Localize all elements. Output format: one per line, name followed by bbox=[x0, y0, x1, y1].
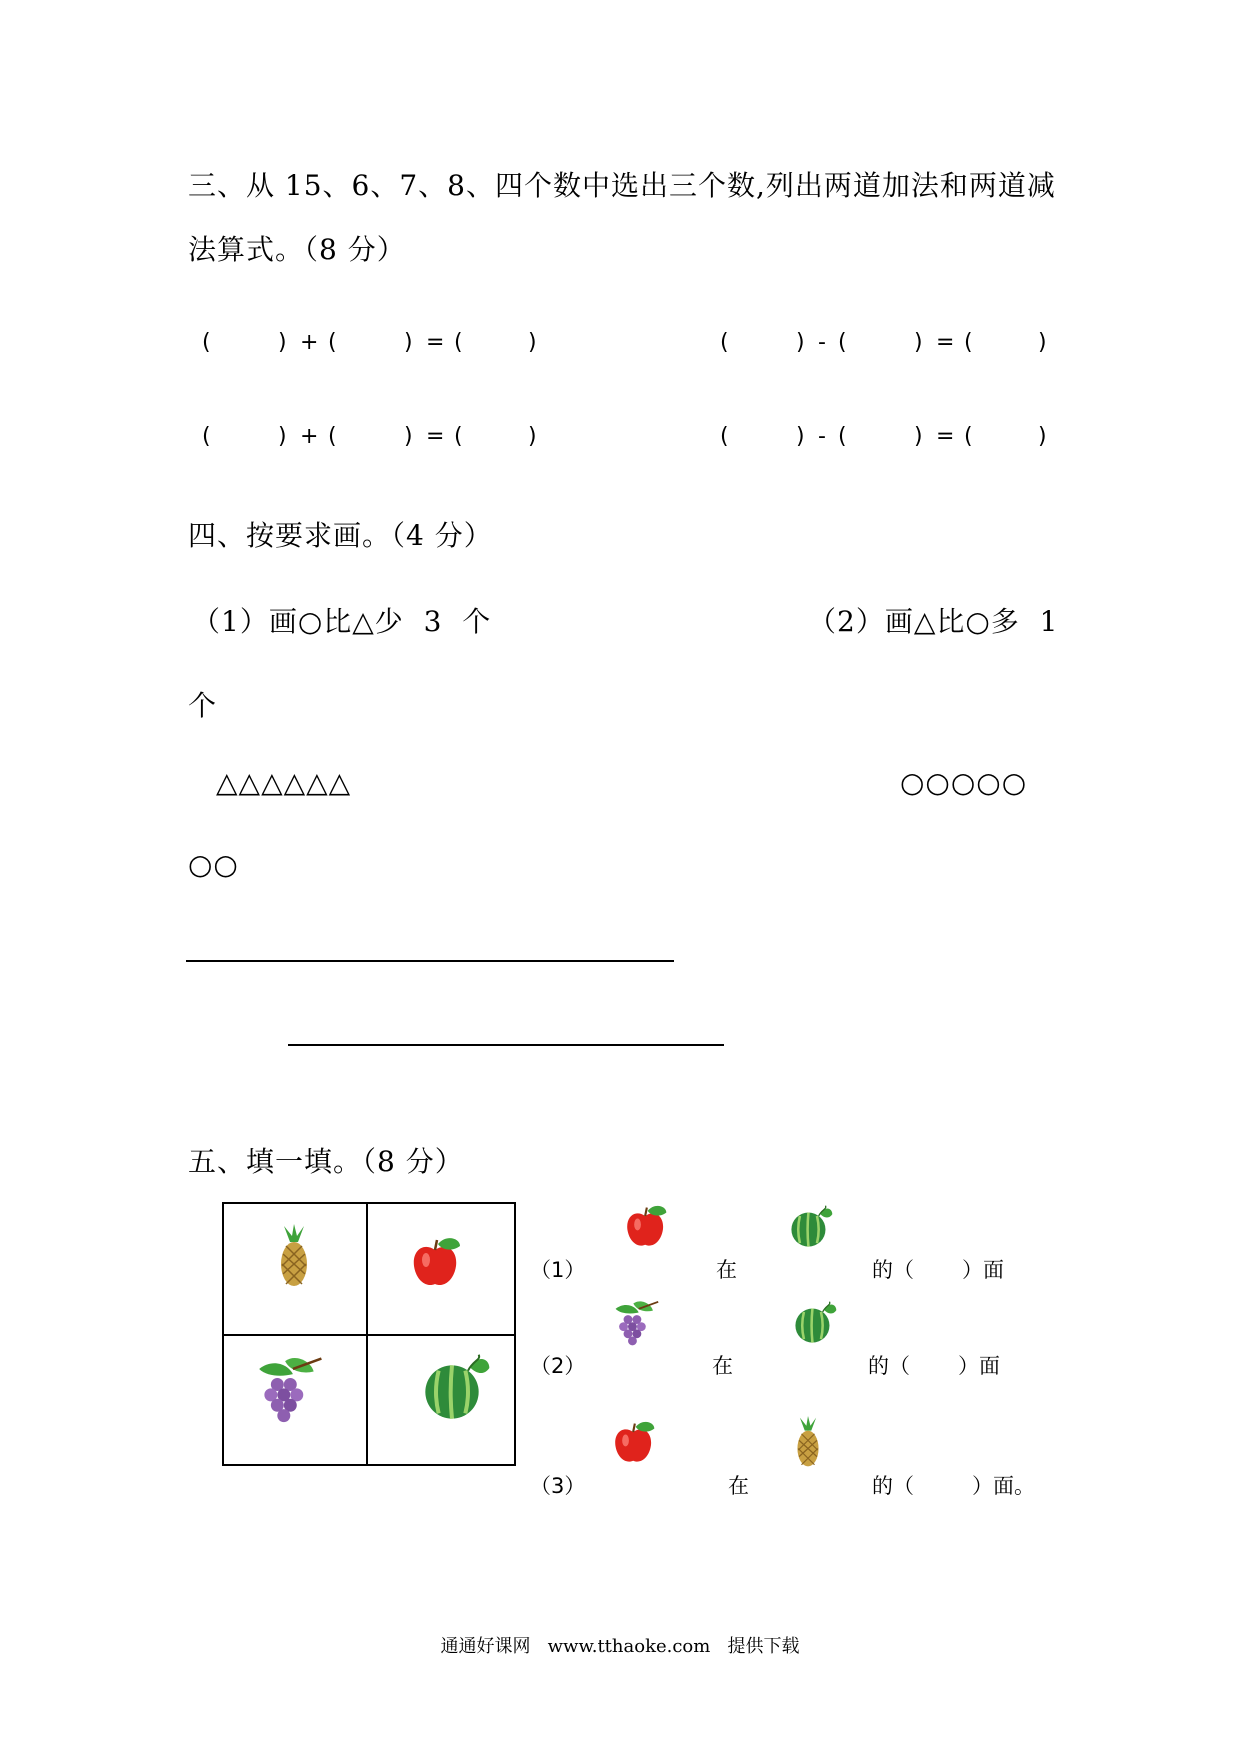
equals-sign: = bbox=[936, 330, 955, 355]
equals-sign: = bbox=[936, 424, 955, 449]
paren-open: ( bbox=[720, 424, 729, 449]
circles-row-2: ○○ bbox=[188, 848, 239, 881]
paren-open: ( bbox=[838, 424, 847, 449]
question-1-de: 的（ bbox=[872, 1258, 914, 1282]
section5-heading: 五、填一填。（8 分） bbox=[188, 1145, 464, 1178]
paren-open: ( bbox=[964, 330, 973, 355]
answer-line-1[interactable] bbox=[186, 960, 674, 962]
plus-sign: + bbox=[300, 424, 319, 449]
paren-open: ( bbox=[454, 330, 463, 355]
watermelon-icon bbox=[788, 1204, 834, 1250]
question-2-zai: 在 bbox=[712, 1354, 733, 1378]
question-3-close: ）面。 bbox=[972, 1474, 1035, 1498]
paren-open: ( bbox=[202, 424, 211, 449]
pineapple-icon bbox=[788, 1416, 828, 1468]
paren-close: ) bbox=[1038, 424, 1047, 449]
question-2-de: 的（ bbox=[868, 1354, 910, 1378]
section3-heading-line1: 三、从 15、6、7、8、四个数中选出三个数,列出两道加法和两道减 bbox=[188, 169, 1056, 202]
paren-close: ) bbox=[1038, 330, 1047, 355]
paren-close: ) bbox=[404, 424, 413, 449]
subtraction-equation-2 bbox=[0, 424, 1240, 454]
paren-open: ( bbox=[964, 424, 973, 449]
paren-close: ) bbox=[404, 330, 413, 355]
section3-heading-line2: 法算式。（8 分） bbox=[188, 233, 406, 266]
question-1-zai: 在 bbox=[716, 1258, 737, 1282]
paren-close: ) bbox=[914, 424, 923, 449]
paren-close: ) bbox=[278, 424, 287, 449]
fruit-grid bbox=[222, 1202, 516, 1466]
paren-close: ) bbox=[528, 330, 537, 355]
question-3-number: （3） bbox=[530, 1474, 586, 1498]
equals-sign: = bbox=[426, 330, 445, 355]
question-2-blank[interactable] bbox=[912, 1350, 952, 1374]
draw-task-1: （1）画○比△少 3 个 bbox=[192, 605, 492, 638]
question-1-close: ）面 bbox=[962, 1258, 1004, 1282]
equals-sign: = bbox=[426, 424, 445, 449]
question-2-close: ）面 bbox=[958, 1354, 1000, 1378]
paren-close: ) bbox=[528, 424, 537, 449]
grape-icon bbox=[608, 1300, 664, 1348]
pineapple-icon bbox=[270, 1222, 318, 1290]
apple-icon bbox=[410, 1236, 462, 1290]
minus-sign: - bbox=[818, 330, 826, 355]
subtraction-equation-1 bbox=[0, 330, 1240, 360]
apple-icon bbox=[612, 1420, 656, 1466]
paren-close: ) bbox=[278, 330, 287, 355]
section4-heading: 四、按要求画。（4 分） bbox=[188, 519, 493, 552]
question-1-number: （1） bbox=[530, 1258, 586, 1282]
grape-icon bbox=[254, 1356, 324, 1426]
watermelon-icon bbox=[420, 1352, 492, 1424]
minus-sign: - bbox=[818, 424, 826, 449]
paren-open: ( bbox=[720, 330, 729, 355]
paren-open: ( bbox=[454, 424, 463, 449]
paren-close: ) bbox=[914, 330, 923, 355]
paren-open: ( bbox=[838, 330, 847, 355]
paren-open: ( bbox=[202, 330, 211, 355]
answer-line-2[interactable] bbox=[288, 1044, 724, 1046]
question-2-number: （2） bbox=[530, 1354, 586, 1378]
question-3-blank[interactable] bbox=[916, 1470, 966, 1494]
footer-credit: 通通好课网 www.tthaoke.com 提供下载 bbox=[440, 1636, 800, 1657]
paren-open: ( bbox=[328, 424, 337, 449]
question-1-blank[interactable] bbox=[916, 1254, 956, 1278]
triangles-row: △△△△△△ bbox=[216, 766, 352, 799]
paren-open: ( bbox=[328, 330, 337, 355]
circles-row-1: ○○○○○ bbox=[900, 766, 1028, 799]
watermelon-icon bbox=[792, 1300, 838, 1346]
grid-divider-horizontal bbox=[224, 1334, 514, 1336]
question-3-de: 的（ bbox=[872, 1474, 914, 1498]
apple-icon bbox=[624, 1204, 668, 1250]
paren-close: ) bbox=[796, 424, 805, 449]
paren-close: ) bbox=[796, 330, 805, 355]
question-3-zai: 在 bbox=[728, 1474, 749, 1498]
draw-task-2-wrap: 个 bbox=[188, 689, 218, 722]
plus-sign: + bbox=[300, 330, 319, 355]
draw-task-2: （2）画△比○多 1 bbox=[808, 605, 1059, 638]
